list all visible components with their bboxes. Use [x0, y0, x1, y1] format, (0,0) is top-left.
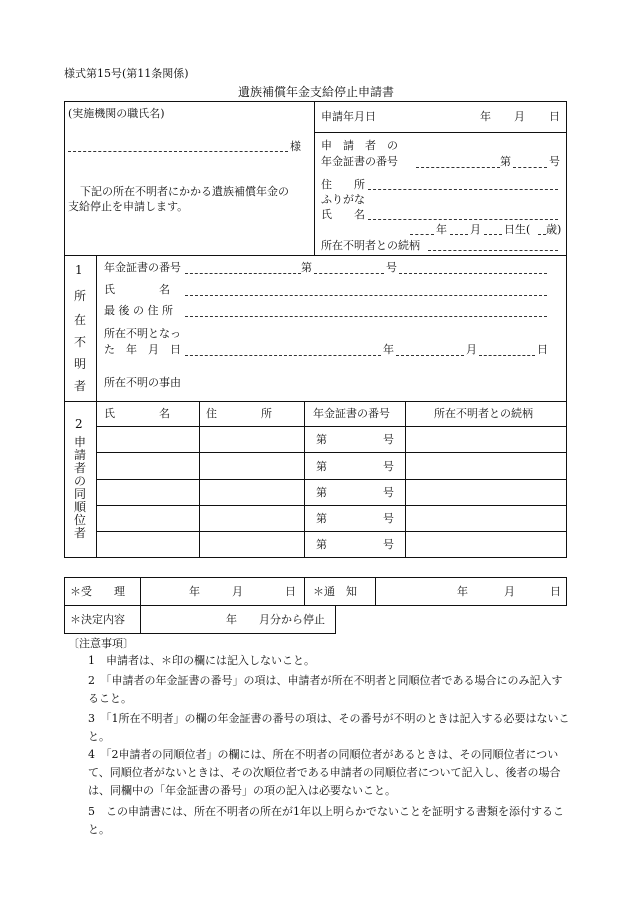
row-go: 号	[383, 538, 394, 551]
rule	[375, 577, 376, 606]
furigana-label: ふりがな	[321, 193, 365, 206]
section-char: の	[74, 474, 87, 488]
rule	[566, 101, 567, 255]
note-item: 1 申請者は、＊印の欄には記入しないこと。	[88, 654, 315, 667]
page-title: 遺族補償年金支給停止申請書	[238, 85, 395, 99]
note-item: 3 「1所在不明者」の欄の年金証書の番号の項は、その番号が不明のときは記入する必要はないこと。	[88, 712, 570, 743]
col-header-name: 氏 名	[104, 407, 170, 420]
missing-date-label-1: 所在不明となっ	[104, 327, 181, 340]
notice-year: 年	[457, 585, 468, 598]
rule	[566, 255, 567, 401]
rule	[64, 255, 65, 401]
rule	[566, 401, 567, 558]
missing-day-field[interactable]	[479, 355, 535, 356]
section-char: 順	[74, 500, 87, 514]
row-dai: 第	[316, 538, 327, 551]
notice-label: ＊通 知	[313, 585, 357, 598]
missing-cert-label: 年金証書の番号	[104, 261, 181, 274]
birth-day-label: 日生(	[504, 223, 531, 236]
notes-heading: 〔注意事項〕	[68, 637, 134, 650]
row-dai: 第	[316, 512, 327, 525]
rule	[314, 101, 315, 255]
age-label: 歳)	[546, 223, 562, 236]
last-address-label: 最 後 の 住 所	[104, 304, 173, 317]
receipt-label: ＊受 理	[70, 585, 125, 598]
rule	[64, 605, 335, 606]
rule	[96, 531, 567, 532]
row-dai: 第	[316, 460, 327, 473]
col-header-address: 住 所	[206, 407, 272, 420]
rule	[140, 577, 141, 634]
birth-month-label: 月	[470, 223, 481, 236]
rule	[64, 401, 65, 558]
address-label: 住 所	[321, 178, 365, 191]
date-day: 日	[549, 110, 560, 123]
section-char: 請	[74, 448, 87, 462]
rule	[64, 557, 567, 558]
missing-cert-extra-field[interactable]	[399, 273, 547, 274]
col-header-cert: 年金証書の番号	[313, 407, 390, 420]
rule	[199, 401, 200, 558]
row-dai: 第	[316, 433, 327, 446]
applicant-cert-number-field[interactable]	[513, 167, 547, 168]
missing-day: 日	[537, 343, 548, 356]
note-item: 5 この申請書には、所在不明者の所在が1年以上明らかでないことを証明する書類を添付すること。	[88, 805, 564, 836]
application-date-label: 申請年月日	[321, 110, 376, 123]
section-char: 明	[74, 357, 87, 371]
receipt-day: 日	[285, 585, 296, 598]
missing-cert-number-field[interactable]	[314, 273, 384, 274]
rule	[96, 479, 567, 480]
receipt-year: 年	[189, 585, 200, 598]
birth-year-label: 年	[436, 223, 447, 236]
rule	[304, 401, 305, 558]
section-char: 所	[74, 289, 87, 303]
missing-month: 月	[466, 343, 477, 356]
section-char: 不	[74, 335, 87, 349]
rule	[64, 101, 567, 102]
decision-text: 月分から停止	[259, 613, 325, 626]
address-field[interactable]	[368, 189, 558, 190]
decision-year: 年	[226, 613, 237, 626]
birth-year-field[interactable]	[410, 234, 434, 235]
name-label: 氏 名	[321, 208, 365, 221]
name-field[interactable]	[368, 219, 558, 220]
missing-cert-field[interactable]	[185, 273, 301, 274]
rule	[96, 255, 97, 401]
missing-dai: 第	[301, 261, 312, 274]
notice-day: 日	[550, 585, 561, 598]
age-field[interactable]	[538, 234, 546, 235]
rule	[96, 452, 567, 453]
rule	[64, 633, 335, 634]
request-text-line2: 支給停止を申請します。	[68, 200, 189, 213]
date-month: 月	[514, 110, 525, 123]
notice-month: 月	[504, 585, 515, 598]
rule	[96, 505, 567, 506]
rule	[64, 255, 567, 256]
rule	[335, 605, 567, 606]
row-go: 号	[383, 486, 394, 499]
applicant-cert-field[interactable]	[416, 167, 500, 168]
sama-label: 様	[290, 140, 301, 153]
rule	[405, 401, 406, 558]
row-go: 号	[383, 460, 394, 473]
section-char: 在	[74, 313, 87, 327]
receipt-month: 月	[232, 585, 243, 598]
applicant-cert-label-1: 申 請 者 の	[321, 139, 398, 152]
rule	[335, 605, 336, 634]
row-dai: 第	[316, 486, 327, 499]
decision-label: ＊決定内容	[70, 613, 125, 626]
section-number-2: 2	[75, 417, 83, 431]
go-label: 号	[549, 155, 560, 168]
birth-month-field[interactable]	[450, 234, 468, 235]
row-go: 号	[383, 512, 394, 525]
row-go: 号	[383, 433, 394, 446]
section-char: 位	[74, 513, 87, 527]
date-year: 年	[480, 110, 491, 123]
dai-label: 第	[500, 155, 511, 168]
section-char: 者	[74, 379, 87, 393]
birth-day-field[interactable]	[484, 234, 502, 235]
rule	[304, 577, 305, 606]
applicant-cert-label-2: 年金証書の番号	[321, 155, 398, 168]
section-char: 者	[74, 461, 87, 475]
missing-month-field[interactable]	[396, 355, 464, 356]
note-item: 4 「2申請者の同順位者」の欄には、所在不明者の同順位者があるときは、その同順位者について、同順位者がないときは、その次順位者である申請者の同順位者について記入し、後者の場合は、同欄中の「年金証書の番号」の項の記入は必要ないこと。	[88, 748, 561, 797]
missing-year: 年	[383, 343, 394, 356]
rule	[96, 426, 567, 427]
form-number: 様式第15号(第11条関係)	[64, 67, 189, 80]
section-char: 申	[74, 435, 87, 449]
missing-year-field[interactable]	[185, 355, 381, 356]
agency-name-field[interactable]	[68, 151, 288, 152]
agency-label: (実施機関の職氏名)	[68, 107, 165, 120]
note-item: 2 「申請者の年金証書の番号」の項は、申請者が所在不明者と同順位者である場合にのみ記入すること。	[88, 674, 563, 705]
missing-go: 号	[386, 261, 397, 274]
rule	[566, 577, 567, 606]
section-char: 同	[74, 487, 87, 501]
last-address-field[interactable]	[185, 316, 547, 317]
rule	[64, 577, 65, 634]
col-header-relation: 所在不明者との続柄	[434, 407, 533, 420]
missing-date-label-2: た 年 月 日	[104, 343, 181, 356]
rule	[96, 401, 97, 558]
rule	[314, 132, 567, 133]
rule	[64, 101, 65, 255]
relation-field[interactable]	[428, 250, 558, 251]
section-char: 者	[74, 526, 87, 540]
missing-name-label: 氏 名	[104, 283, 170, 296]
missing-name-field[interactable]	[185, 295, 547, 296]
missing-reason-label: 所在不明の事由	[104, 376, 181, 389]
relation-label: 所在不明者との続柄	[321, 239, 420, 252]
section-number-1: 1	[75, 263, 83, 277]
rule	[64, 401, 567, 402]
request-text-line1: 下記の所在不明者にかかる遺族補償年金の	[80, 185, 289, 198]
